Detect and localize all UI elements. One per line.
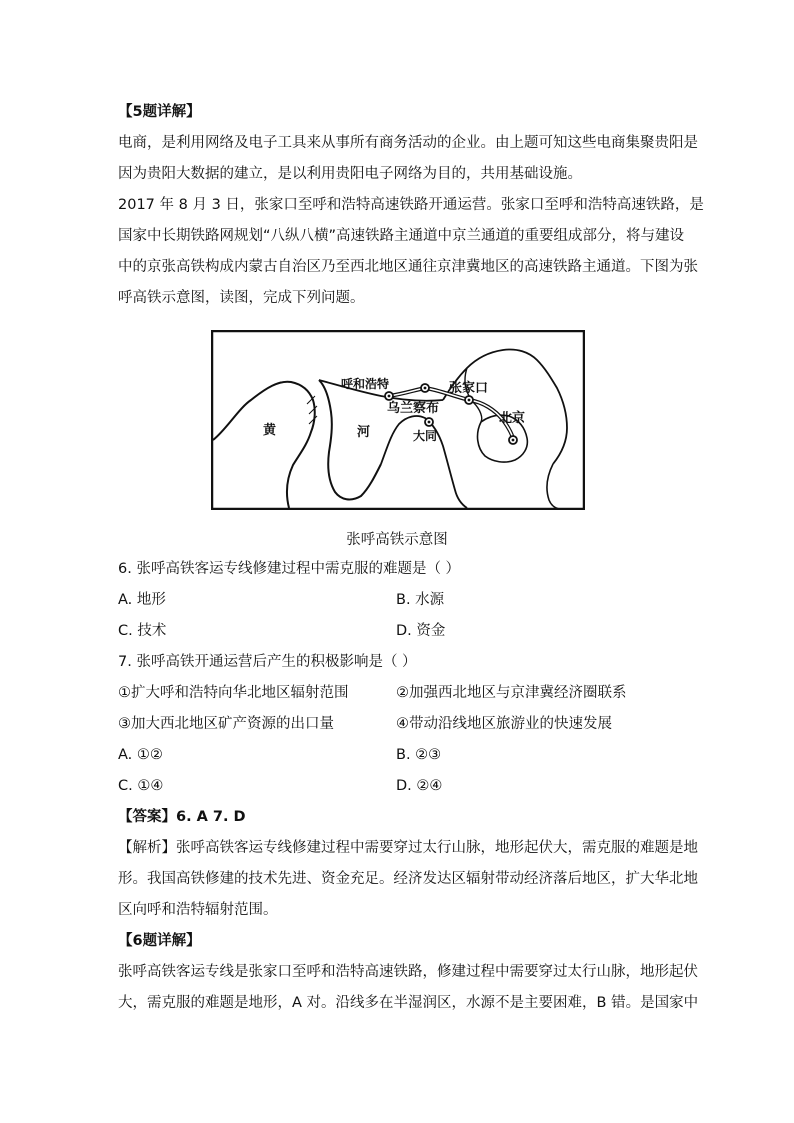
q7-option-c: C. ①④ xyxy=(118,778,164,794)
text-line: 因为贵阳大数据的建立，是以利用贵阳电子网络为目的，共用基础设施。 xyxy=(118,166,582,182)
q6-option-b: B. 水源 xyxy=(396,592,445,608)
label-huang: 黄 xyxy=(263,423,277,438)
q6-option-a: A. 地形 xyxy=(118,592,166,608)
station-beijing-dot xyxy=(512,439,515,442)
text-line: 国家中长期铁路网规划“八纵八横”高速铁路主通道中京兰通道的重要组成部分，将与建设 xyxy=(118,228,685,244)
section-heading-6: 【6题详解】 xyxy=(118,933,201,949)
label-zhangjiakou: 张家口 xyxy=(449,381,489,396)
q7-option-a: A. ①② xyxy=(118,747,163,763)
station-huhehaote-dot xyxy=(388,395,391,398)
text-line: 呼高铁示意图，读图，完成下列问题。 xyxy=(118,290,365,306)
station-datong-dot xyxy=(428,421,431,424)
q6-option-c: C. 技术 xyxy=(118,623,167,639)
text-line: 中的京张高铁构成内蒙古自治区乃至西北地区通往京津冀地区的高速铁路主通道。下图为张 xyxy=(118,259,698,275)
q7-statement-1: ①扩大呼和浩特向华北地区辐射范围 xyxy=(118,685,349,701)
text-line: 张呼高铁客运专线是张家口至呼和浩特高速铁路，修建过程中需要穿过太行山脉，地形起伏 xyxy=(118,964,698,980)
station-zhangjiakou-dot xyxy=(468,399,471,402)
label-wulanchabu: 乌兰察布 xyxy=(387,401,440,416)
q7-statement-2: ②加强西北地区与京津冀经济圈联系 xyxy=(396,685,627,701)
map-caption: 张呼高铁示意图 xyxy=(346,532,448,548)
station-wulanchabu-dot xyxy=(424,387,427,390)
text-line: 大，需克服的难题是地形，A 对。沿线多在半湿润区，水源不是主要困难，B 错。是国家中 xyxy=(118,995,699,1011)
map-border xyxy=(212,331,584,509)
section-heading-5: 【5题详解】 xyxy=(118,104,201,120)
text-line: 电商，是利用网络及电子工具来从事所有商务活动的企业。由上题可知这些电商集聚贵阳是 xyxy=(118,135,698,151)
analysis-line: 区向呼和浩特辐射范围。 xyxy=(118,902,278,918)
railway-map xyxy=(211,330,585,510)
label-beijing: 北京 xyxy=(499,411,526,426)
label-datong: 大同 xyxy=(413,429,438,443)
q7-statement-3: ③加大西北地区矿产资源的出口量 xyxy=(118,716,334,732)
q7-option-d: D. ②④ xyxy=(396,778,443,794)
analysis-line: 【解析】张呼高铁客运专线修建过程中需要穿过太行山脉，地形起伏大，需克服的难题是地 xyxy=(118,840,698,856)
question-7-stem: 7. 张呼高铁开通运营后产生的积极影响是（ ） xyxy=(118,654,417,670)
label-huhehaote: 呼和浩特 xyxy=(341,377,390,391)
q7-option-b: B. ②③ xyxy=(396,747,442,763)
label-he: 河 xyxy=(357,425,371,440)
question-6-stem: 6. 张呼高铁客运专线修建过程中需克服的难题是（ ） xyxy=(118,561,461,577)
analysis-line: 形。我国高铁修建的技术先进、资金充足。经济发达区辐射带动经济落后地区，扩大华北地 xyxy=(118,871,698,887)
q7-statement-4: ④带动沿线地区旅游业的快速发展 xyxy=(396,716,612,732)
q6-option-d: D. 资金 xyxy=(396,623,446,639)
text-line: 2017 年 8 月 3 日，张家口至呼和浩特高速铁路开通运营。张家口至呼和浩特高速铁路，是 xyxy=(118,197,704,213)
answer-line: 【答案】6. A 7. D xyxy=(118,809,246,825)
